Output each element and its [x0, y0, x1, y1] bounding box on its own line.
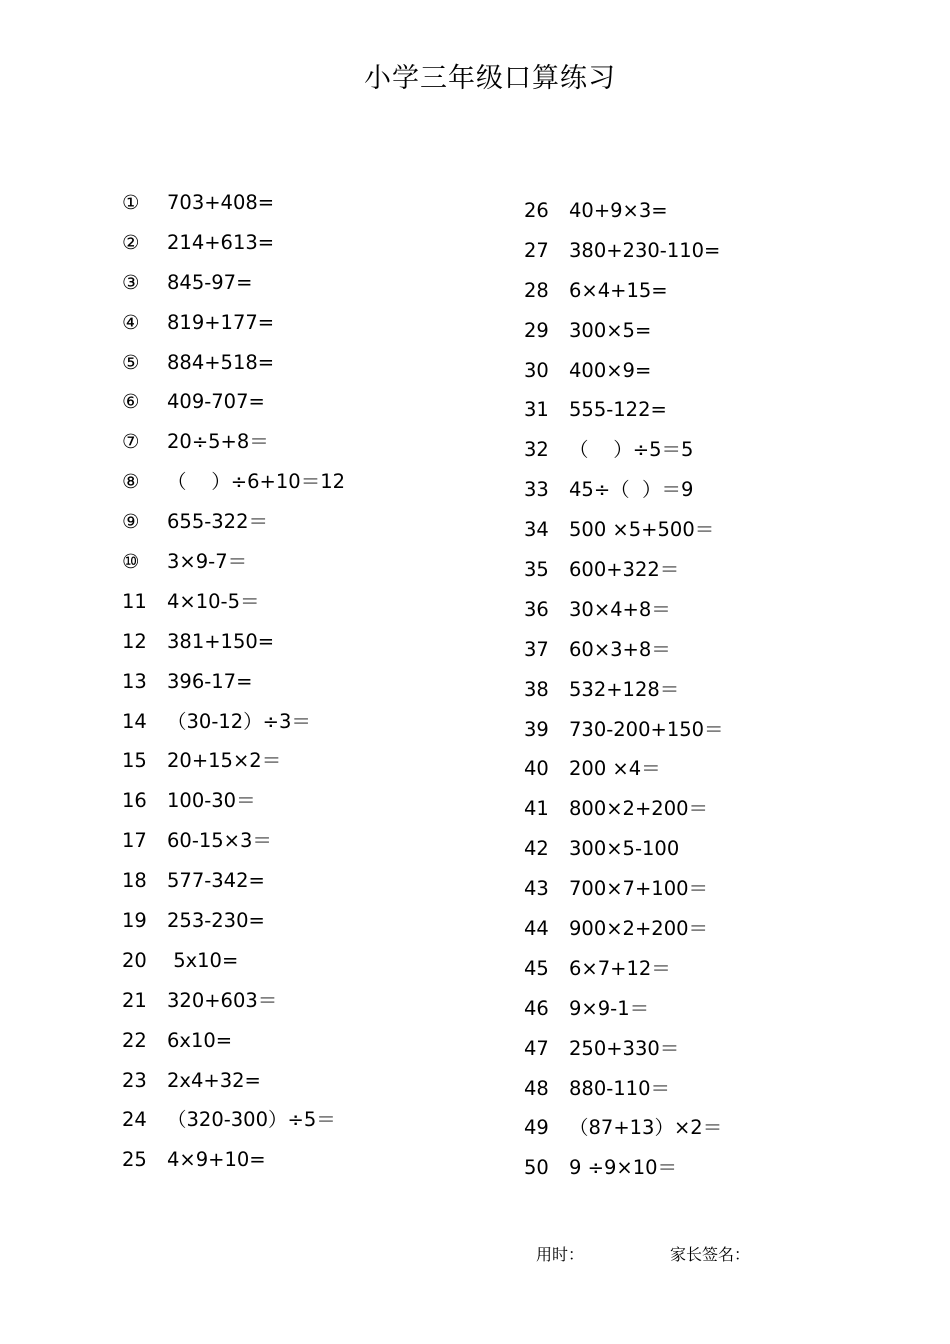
- problem-row: [524, 552, 724, 592]
- problem-row: [524, 432, 724, 472]
- problem-row: [524, 831, 724, 871]
- problem-expression: 30×4+8＝: [569, 597, 671, 621]
- problem-list-right: [524, 193, 724, 1190]
- problem-row: [524, 313, 724, 353]
- problem-number: 24: [122, 1108, 147, 1132]
- problem-row: [524, 791, 724, 831]
- problem-expression: 253-230=: [167, 909, 265, 933]
- problem-number: 39: [524, 717, 549, 741]
- problem-expression: 40+9×3=: [569, 199, 668, 222]
- problem-number: 13: [122, 669, 147, 693]
- problem-number: ⑨: [122, 510, 140, 534]
- problem-row: [122, 1102, 345, 1142]
- problem-expression: 9 ÷9×10＝: [569, 1156, 678, 1180]
- problem-expression: 320+603＝: [167, 988, 278, 1012]
- problem-row: [122, 265, 345, 305]
- problem-row: [524, 273, 724, 313]
- problem-expression: 60-15×3＝: [167, 829, 272, 853]
- problem-expression: 6×7+12＝: [569, 956, 671, 980]
- problem-row: [122, 584, 345, 624]
- problem-row: [122, 743, 345, 783]
- problem-expression: 4×10-5＝: [167, 589, 260, 613]
- problem-row: [122, 305, 345, 345]
- problem-expression: 555-122=: [569, 398, 667, 422]
- problem-expression: 5x10=: [167, 948, 239, 972]
- problem-expression: 400×9=: [569, 358, 652, 382]
- problem-number: 29: [524, 318, 549, 342]
- problem-number: 28: [524, 278, 549, 302]
- problem-expression: 655-322＝: [167, 510, 268, 534]
- problem-expression: 100-30＝: [167, 789, 256, 813]
- problem-number: 12: [122, 629, 147, 653]
- problem-number: 33: [524, 478, 549, 502]
- problem-expression: 396-17=: [167, 669, 253, 693]
- problem-expression: 819+177=: [167, 310, 275, 334]
- time-label: 用时：: [536, 1245, 585, 1264]
- problem-row: [122, 464, 345, 504]
- problem-expression: 20+15×2＝: [167, 749, 282, 773]
- problem-expression: 380+230-110=: [569, 238, 721, 262]
- problem-expression: （30-12）÷3＝: [167, 709, 311, 733]
- problem-number: 34: [524, 518, 549, 542]
- problem-expression: 20÷5+8＝: [167, 430, 269, 454]
- problem-number: 38: [524, 677, 549, 701]
- parent-signature-label: 家长签名：: [670, 1245, 751, 1264]
- problem-number: 50: [524, 1156, 549, 1180]
- problem-number: 40: [524, 757, 549, 781]
- problem-row: [524, 751, 724, 791]
- problem-row: [524, 951, 724, 991]
- problem-number: 23: [122, 1068, 147, 1092]
- problem-expression: 884+518=: [167, 350, 275, 374]
- problem-number: ⑥: [122, 390, 140, 414]
- problem-row: [122, 943, 345, 983]
- problem-number: 48: [524, 1076, 549, 1100]
- problem-row: [122, 823, 345, 863]
- problem-number: 27: [524, 238, 549, 262]
- problem-row: [524, 1031, 724, 1071]
- problem-number: 15: [122, 749, 147, 773]
- problem-expression: 900×2+200＝: [569, 917, 709, 941]
- problem-expression: 880-110＝: [569, 1076, 670, 1100]
- problem-row: [122, 504, 345, 544]
- problem-expression: 600+322＝: [569, 558, 680, 582]
- problem-row: [122, 544, 345, 584]
- problem-row: [122, 185, 345, 225]
- problem-row: [524, 871, 724, 911]
- problem-number: 19: [122, 909, 147, 933]
- problem-row: [524, 592, 724, 632]
- problem-number: 37: [524, 637, 549, 661]
- problem-row: [524, 472, 724, 512]
- problem-row: [524, 353, 724, 393]
- problem-row: [122, 983, 345, 1023]
- problem-number: ④: [122, 310, 140, 334]
- problem-row: [524, 1071, 724, 1111]
- problem-expression: 703+408=: [167, 191, 275, 214]
- problem-row: [524, 632, 724, 672]
- problem-number: 18: [122, 869, 147, 893]
- problem-number: 46: [524, 996, 549, 1020]
- problem-number: 26: [524, 199, 549, 222]
- problem-expression: 800×2+200＝: [569, 797, 709, 821]
- problem-expression: （ ）÷6+10＝12: [167, 470, 346, 494]
- problem-row: [122, 384, 345, 424]
- page-title: 小学三年级口算练习: [364, 63, 616, 94]
- problem-row: [122, 225, 345, 265]
- problem-row: [524, 672, 724, 712]
- problem-number: 14: [122, 709, 147, 733]
- problem-number: ②: [122, 230, 140, 254]
- problem-row: [524, 991, 724, 1031]
- problem-expression: 409-707=: [167, 390, 265, 414]
- problem-row: [524, 1110, 724, 1150]
- problem-number: 47: [524, 1036, 549, 1060]
- problem-number: ①: [122, 191, 140, 214]
- problem-row: [524, 712, 724, 752]
- problem-number: 30: [524, 358, 549, 382]
- problem-number: ③: [122, 270, 140, 294]
- problem-number: ⑦: [122, 430, 140, 454]
- problem-expression: 845-97=: [167, 270, 253, 294]
- problem-number: 35: [524, 558, 549, 582]
- problem-row: [122, 624, 345, 664]
- problem-expression: 500 ×5+500＝: [569, 518, 715, 542]
- problem-row: [122, 424, 345, 464]
- problem-number: 32: [524, 438, 549, 462]
- problem-row: [524, 392, 724, 432]
- problem-row: [122, 664, 345, 704]
- problem-expression: （87+13）×2＝: [569, 1116, 723, 1140]
- problem-expression: 300×5=: [569, 318, 652, 342]
- problem-row: [122, 863, 345, 903]
- problem-row: [524, 911, 724, 951]
- problem-expression: 577-342=: [167, 869, 265, 893]
- problem-number: 17: [122, 829, 147, 853]
- problem-row: [122, 903, 345, 943]
- problem-expression: 3×9-7＝: [167, 550, 248, 574]
- problem-number: ⑩: [122, 550, 140, 574]
- problem-expression: 381+150=: [167, 629, 275, 653]
- problem-row: [122, 783, 345, 823]
- problem-number: 44: [524, 917, 549, 941]
- problem-expression: 214+613=: [167, 230, 275, 254]
- problem-number: 43: [524, 877, 549, 901]
- problem-expression: 4×9+10=: [167, 1148, 266, 1172]
- problem-expression: （320-300）÷5＝: [167, 1108, 336, 1132]
- problem-row: [122, 345, 345, 385]
- problem-expression: （ ）÷5＝5: [569, 438, 694, 462]
- problem-number: 11: [122, 589, 147, 613]
- problem-number: 31: [524, 398, 549, 422]
- problem-expression: 60×3+8＝: [569, 637, 671, 661]
- problem-expression: 532+128＝: [569, 677, 680, 701]
- problem-number: 21: [122, 988, 147, 1012]
- problem-row: [524, 233, 724, 273]
- problem-number: 45: [524, 956, 549, 980]
- problem-list-left: [122, 185, 345, 1182]
- problem-expression: 6×4+15=: [569, 278, 668, 302]
- problem-expression: 45÷（ ）＝9: [569, 478, 694, 502]
- problem-row: [524, 512, 724, 552]
- problem-number: 16: [122, 789, 147, 813]
- problem-number: 42: [524, 837, 549, 861]
- problem-expression: 300×5-100: [569, 837, 680, 861]
- problem-row: [122, 1063, 345, 1103]
- problem-expression: 200 ×4＝: [569, 757, 661, 781]
- problem-number: 36: [524, 597, 549, 621]
- problem-number: 22: [122, 1028, 147, 1052]
- problem-number: 49: [524, 1116, 549, 1140]
- problem-number: ⑧: [122, 470, 140, 494]
- problem-row: [122, 1023, 345, 1063]
- problem-expression: 2x4+32=: [167, 1068, 261, 1092]
- problem-row: [524, 193, 724, 233]
- problem-expression: 730-200+150＝: [569, 717, 724, 741]
- problem-expression: 9×9-1＝: [569, 996, 650, 1020]
- problem-number: 20: [122, 948, 147, 972]
- problem-number: 41: [524, 797, 549, 821]
- problem-expression: 700×7+100＝: [569, 877, 709, 901]
- problem-expression: 250+330＝: [569, 1036, 680, 1060]
- problem-number: ⑤: [122, 350, 140, 374]
- problem-row: [122, 704, 345, 744]
- problem-expression: 6x10=: [167, 1028, 233, 1052]
- problem-row: [524, 1150, 724, 1190]
- problem-number: 25: [122, 1148, 147, 1172]
- problem-row: [122, 1142, 345, 1182]
